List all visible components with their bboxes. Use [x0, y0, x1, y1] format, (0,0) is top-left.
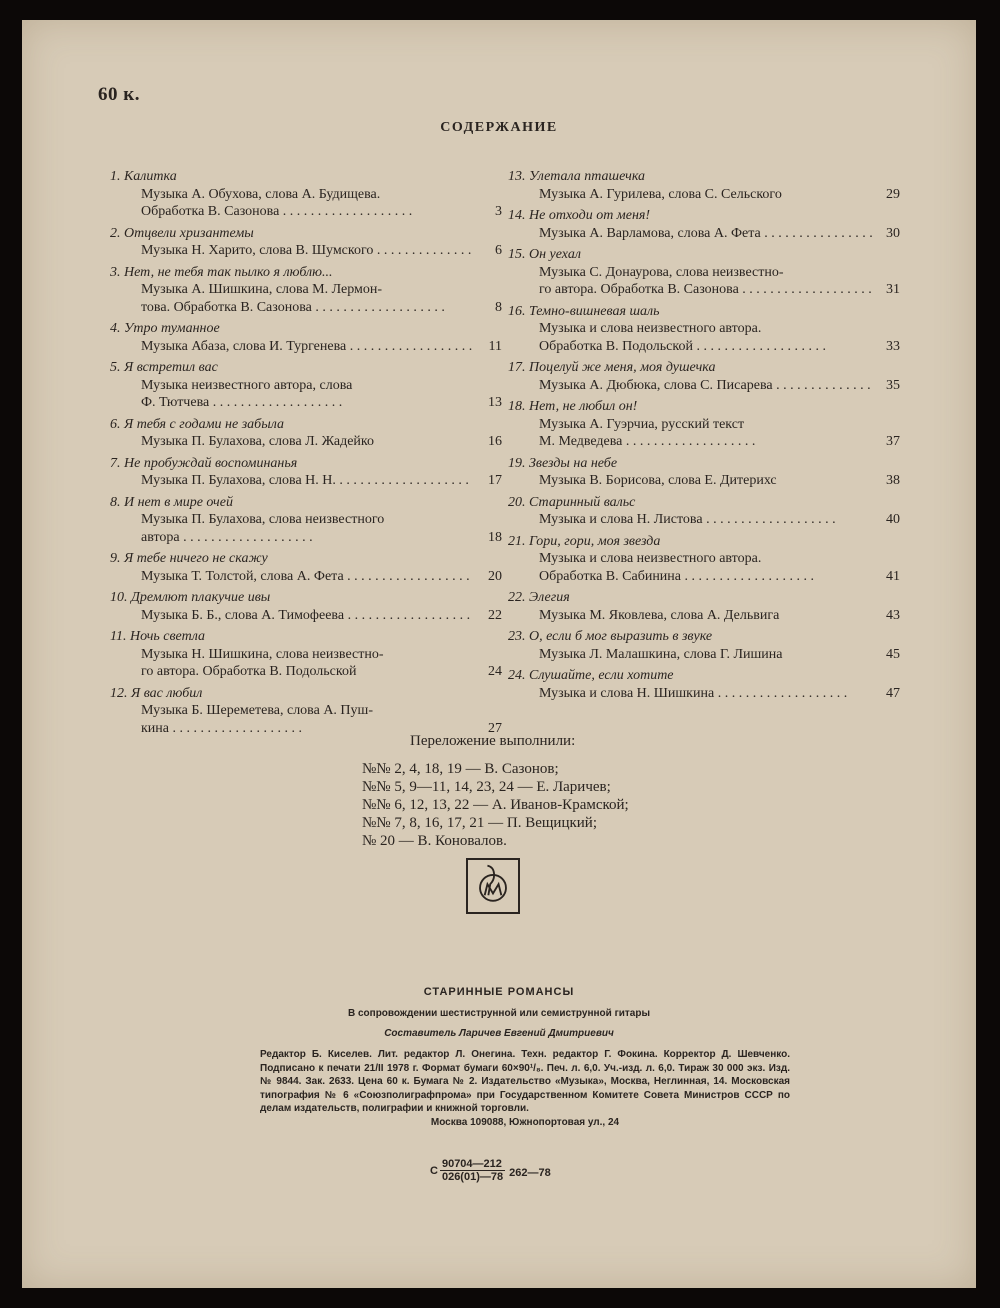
page-sheet: [22, 20, 976, 1288]
toc-item: [508, 455, 900, 490]
toc-page-number: 6: [495, 243, 502, 258]
arranger-line: №№ 6, 12, 13, 22 — А. Иванов-Крамской;: [362, 797, 629, 813]
toc-item: [508, 303, 900, 356]
toc-page-number: 33: [886, 338, 900, 354]
toc-item-line: [508, 416, 900, 434]
toc-item-line: [508, 281, 900, 299]
toc-item-line: [508, 264, 900, 282]
toc-item-line: [508, 511, 900, 529]
toc-item-credit: Ф. Тютчева . .: [141, 394, 474, 412]
price-label: 60 к.: [98, 84, 140, 105]
toc-item-title: 15. Он уехал: [508, 247, 581, 262]
toc-item: [110, 550, 502, 585]
toc-item-credit: Музыка неизвестного автора, слова: [141, 377, 353, 393]
toc-item-line: [110, 663, 502, 681]
toc-item-title: 23. О, если б мог выразить в звуке: [508, 629, 713, 644]
toc-item-line: [508, 685, 900, 703]
toc-page-number: 16: [488, 434, 502, 449]
toc-page-number: 45: [886, 646, 900, 662]
toc-item-credit: Музыка и слова неизвестного автора.: [539, 551, 762, 566]
toc-item-line: [110, 511, 502, 529]
toc-item-title: 5. Я встретил вас: [110, 360, 218, 375]
toc-item-title: 18. Нет, не любил он!: [508, 399, 638, 414]
toc-item-line: [110, 529, 502, 547]
toc-item: [508, 398, 900, 451]
arranger-line: №№ 5, 9—11, 14, 23, 24 — Е. Ларичев;: [362, 779, 611, 795]
toc-item-title: 12. Я вас любил: [110, 685, 203, 701]
toc-page-number: 24: [488, 664, 502, 679]
toc-item: [508, 533, 900, 586]
toc-item-title: 4. Утро туманное: [110, 321, 220, 336]
toc-item: [110, 494, 502, 547]
toc-right-column: [508, 168, 900, 706]
toc-item: [508, 494, 900, 529]
toc-item-credit: Музыка А. Дюбюка, слова С. Писарева . .: [539, 377, 872, 395]
toc-item-title: 2. Отцвели хризантемы: [110, 225, 254, 241]
toc-page-number: 35: [886, 377, 900, 393]
toc-item-credit: М. Медведева . .: [539, 433, 872, 451]
toc-item-credit: Музыка и слова неизвестного автора.: [539, 321, 762, 336]
imprint-address: Москва 109088, Южнопортовая ул., 24: [430, 1116, 620, 1128]
toc-item: [110, 225, 502, 260]
toc-item: [110, 455, 502, 490]
arrangers-list: [362, 760, 629, 850]
toc-item-title: 24. Слушайте, если хотите: [508, 668, 674, 683]
toc-item-title: 22. Элегия: [508, 590, 570, 605]
toc-item-credit: Обработка В. Сабинина . .: [539, 568, 872, 586]
toc-item: [110, 320, 502, 355]
toc-page-number: [872, 416, 900, 434]
toc-item-title: 20. Старинный вальс: [508, 494, 636, 510]
toc-page-number: 3: [495, 204, 502, 219]
code-prefix: С: [430, 1164, 438, 1177]
imprint-compiler: Составитель Ларичев Евгений Дмитриевич: [384, 1028, 614, 1039]
toc-page-number: 29: [886, 186, 900, 202]
toc-item-title: 10. Дремлют плакучие ивы: [110, 590, 271, 605]
toc-page-number: 17: [488, 473, 502, 488]
toc-page-number: 30: [886, 225, 900, 241]
toc-item-credit: Музыка и слова Н. Шишкина . .: [539, 685, 872, 703]
toc-item: [508, 628, 900, 663]
toc-item-credit: Музыка П. Булахова, слова Н. Н. . .: [141, 472, 474, 490]
toc-item: [110, 264, 502, 317]
toc-item-credit: Обработка В. Подольской . .: [539, 338, 872, 356]
toc-item-title: 21. Гори, гори, моя звезда: [508, 533, 661, 549]
toc-page-number: [872, 264, 900, 282]
toc-item-title: 13. Улетала пташечка: [508, 169, 646, 184]
imprint-details-block: [260, 1048, 790, 1129]
toc-item-line: [508, 186, 900, 204]
page-title: СОДЕРЖАНИЕ: [440, 120, 558, 135]
toc-page-number: [474, 281, 502, 299]
toc-item-credit: Музыка Н. Харито, слова В. Шумского . .: [141, 242, 474, 260]
toc-item-credit: Музыка Л. Малашкина, слова Г. Лишина: [539, 646, 783, 662]
toc-item-line: [110, 646, 502, 664]
toc-item-title: 6. Я тебя с годами не забыла: [110, 416, 284, 432]
toc-item-line: [508, 646, 900, 664]
toc-item-credit: Музыка М. Яковлева, слова А. Дельвига: [539, 607, 780, 623]
toc-item-credit: Музыка А. Варламова, слова А. Фета . .: [539, 225, 872, 243]
toc-item-title: 8. И нет в мире очей: [110, 494, 233, 510]
toc-page-number: [872, 320, 900, 338]
toc-item-line: [508, 550, 900, 568]
toc-page-number: 37: [886, 434, 900, 449]
toc-item-line: [110, 338, 502, 356]
code-denominator: 026(01)—78: [441, 1171, 504, 1183]
toc-item-credit: го автора. Обработка В. Подольской: [141, 664, 357, 679]
toc-item: [110, 416, 502, 451]
toc-page-number: 11: [488, 338, 502, 354]
toc-item-line: [110, 242, 502, 260]
toc-page-number: [872, 550, 900, 568]
toc-page-number: 38: [886, 473, 900, 488]
toc-item: [508, 667, 900, 702]
toc-item-line: [110, 299, 502, 317]
toc-item-line: [110, 472, 502, 490]
toc-page-number: 22: [488, 607, 502, 623]
toc-item-line: [508, 472, 900, 490]
toc-page-number: [474, 511, 502, 529]
toc-page-number: [474, 377, 502, 395]
toc-item: [508, 168, 900, 203]
code-numerator: 90704—212: [440, 1158, 505, 1171]
code-fraction: [440, 1158, 505, 1183]
toc-item-credit: Музыка С. Донаурова, слова неизвестно-: [539, 264, 784, 280]
toc-item-line: [508, 568, 900, 586]
toc-item-credit: го автора. Обработка В. Сазонова . .: [539, 281, 872, 299]
toc-item-line: [110, 433, 502, 451]
toc-item-title: 14. Не отходи от меня!: [508, 208, 651, 223]
toc-item-credit: Музыка А. Шишкина, слова М. Лермон-: [141, 282, 383, 297]
imprint-subtitle: В сопровождении шестиструнной или семиструнной гитары: [347, 1008, 650, 1019]
toc-item-credit: Музыка В. Борисова, слова Е. Дитерихс: [539, 473, 777, 488]
toc-item-credit: Обработка В. Сазонова . .: [141, 203, 474, 221]
toc-page-number: 27: [488, 720, 502, 736]
toc-item: [110, 359, 502, 412]
toc-item: [508, 589, 900, 624]
toc-item-credit: Музыка и слова Н. Листова . .: [539, 511, 872, 529]
arrangers-heading: Переложение выполнили:: [410, 733, 576, 749]
toc-item-title: 16. Темно-вишневая шаль: [508, 303, 660, 319]
toc-page-number: 43: [886, 607, 900, 623]
toc-page-number: 31: [886, 282, 900, 297]
toc-item-credit: това. Обработка В. Сазонова . .: [141, 299, 474, 317]
toc-page-number: 47: [886, 685, 900, 701]
toc-item-line: [110, 568, 502, 586]
imprint-title: СТАРИННЫЕ РОМАНСЫ: [423, 986, 575, 998]
toc-item-line: [110, 377, 502, 395]
toc-item-title: 3. Нет, не тебя так пылко я люблю...: [110, 264, 333, 280]
toc-item-line: [508, 320, 900, 338]
toc-item-credit: Музыка А. Гурилева, слова С. Сельского: [539, 186, 782, 202]
toc-item-credit: Музыка Абаза, слова И. Тургенева . .: [141, 338, 474, 356]
toc-item: [110, 685, 502, 738]
toc-page-number: [474, 702, 502, 720]
imprint-details: Редактор Б. Киселев. Лит. редактор Л. Онегина. Техн. редактор Г. Фокина. Корректор Д. Шевченко. Подписано к печати 21/II 1978 г. Формат бумаги 60×90¹/₈. Печ. л. 6,0. Уч.-изд. л. 6,0. Тираж 30 000 экз. Изд. № 9844. Зак. 2633. Цена 60 к. Бумага № 2. Издательство «Музыка», Москва, Неглинная, 14. Московская типография № 6 «Союзполиграфпрома» при Государственном Комитете Совета Министров СССР по делам издательств, полиграфии и книжной торговли.: [260, 1049, 790, 1114]
toc-item-line: [110, 186, 502, 204]
catalog-code: [430, 1158, 551, 1183]
toc-page-number: 20: [488, 568, 502, 584]
toc-page-number: 8: [495, 299, 502, 315]
code-suffix: 262—78: [509, 1166, 551, 1179]
toc-item: [110, 168, 502, 221]
toc-item-credit: кина . .: [141, 720, 474, 738]
publisher-logo-icon: [466, 858, 520, 914]
toc-item-credit: Музыка П. Булахова, слова Л. Жадейко: [141, 434, 374, 449]
toc-item-credit: Музыка Н. Шишкина, слова неизвестно-: [141, 646, 384, 662]
toc-item-credit: Музыка А. Обухова, слова А. Будищева.: [141, 186, 381, 202]
toc-item-title: 1. Калитка: [110, 169, 177, 184]
toc-item-line: [508, 607, 900, 625]
arranger-line: №№ 7, 8, 16, 17, 21 — П. Вещицкий;: [362, 815, 597, 831]
toc-page-number: 18: [488, 529, 502, 545]
toc-item: [508, 207, 900, 242]
toc-page-number: 13: [488, 395, 502, 410]
toc-item: [110, 628, 502, 681]
toc-item-line: [110, 203, 502, 221]
toc-item-line: [508, 338, 900, 356]
toc-item-line: [508, 433, 900, 451]
toc-page-number: 41: [886, 568, 900, 584]
toc-item-line: [110, 607, 502, 625]
toc-item-line: [508, 377, 900, 395]
toc-item-title: 17. Поцелуй же меня, моя душечка: [508, 360, 716, 375]
toc-item-line: [110, 394, 502, 412]
toc-left-column: [110, 168, 502, 741]
toc-item-line: [508, 225, 900, 243]
toc-item-credit: автора . .: [141, 529, 474, 547]
arranger-line: № 20 — В. Коновалов.: [362, 833, 507, 849]
toc-page-number: [474, 186, 502, 204]
arranger-line: №№ 2, 4, 18, 19 — В. Сазонов;: [362, 761, 559, 777]
toc-item: [508, 246, 900, 299]
toc-item-line: [110, 702, 502, 720]
arrangers-block: [362, 732, 629, 850]
toc-item-credit: Музыка А. Гуэрчиа, русский текст: [539, 416, 745, 432]
toc-item-credit: Музыка П. Булахова, слова неизвестного: [141, 512, 385, 527]
toc-page-number: 40: [886, 512, 900, 527]
toc-item-title: 19. Звезды на небе: [508, 455, 618, 471]
toc-item-credit: Музыка Б. Шереметева, слова А. Пуш-: [141, 703, 373, 718]
toc-item-title: 7. Не пробуждай воспоминанья: [110, 455, 298, 471]
toc-item-title: 11. Ночь светла: [110, 629, 205, 644]
toc-item-line: [110, 281, 502, 299]
toc-item-title: 9. Я тебе ничего не скажу: [110, 551, 268, 566]
toc-item-credit: Музыка Б. Б., слова А. Тимофеева . .: [141, 607, 474, 625]
toc-item: [508, 359, 900, 394]
toc-page-number: [474, 646, 502, 664]
toc-item-credit: Музыка Т. Толстой, слова А. Фета . .: [141, 568, 474, 586]
toc-item: [110, 589, 502, 624]
